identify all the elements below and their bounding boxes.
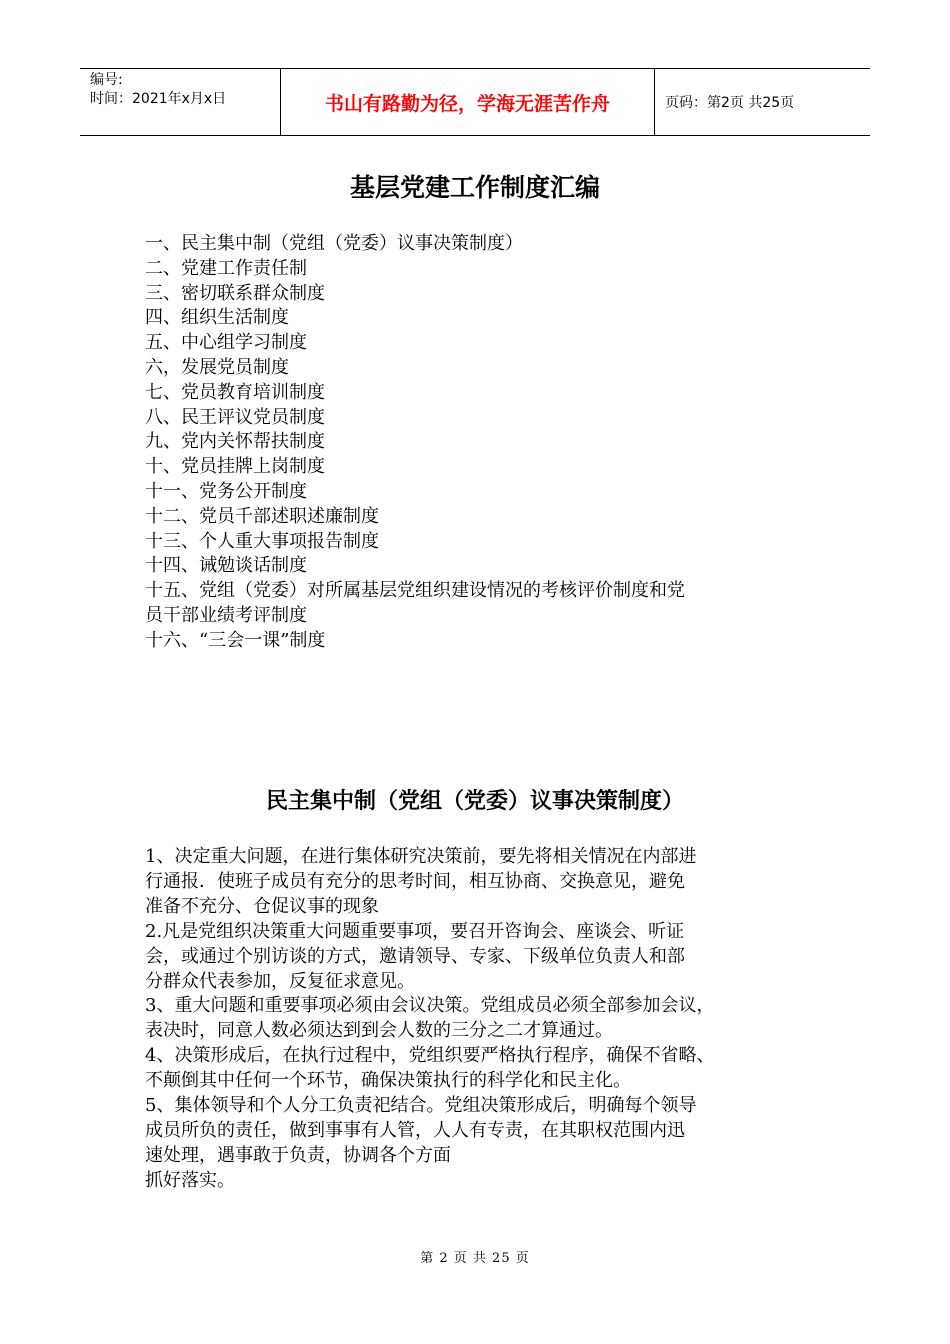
body-line: 行通报．使班子成员有充分的思考时间，相互协商、交换意见，避免 bbox=[145, 870, 685, 892]
body-line: 分群众代表参加，反复征求意见。 bbox=[145, 970, 415, 992]
date-label: 时间：2021年x月x日 bbox=[90, 91, 227, 107]
toc-item: 八、民王评议党员制度 bbox=[145, 406, 325, 428]
body-line: 准备不充分、仓促议事的现象 bbox=[145, 895, 379, 917]
section-body bbox=[145, 845, 835, 1194]
toc-item: 十四、诫勉谈话制度 bbox=[145, 555, 307, 577]
section-title: 民主集中制（党组（党委）议事决策制度） bbox=[265, 789, 684, 814]
table-of-contents bbox=[145, 232, 795, 654]
toc-item: 十三、个人重大事项报告制度 bbox=[145, 530, 379, 552]
toc-item: 十一、党务公开制度 bbox=[145, 480, 307, 502]
body-line: 会，或通过个别访谈的方式，邀请领导、专家、下级单位负责人和部 bbox=[145, 945, 685, 967]
toc-item: 七、党员教育培训制度 bbox=[145, 381, 325, 403]
toc-item: 五、中心组学习制度 bbox=[145, 332, 307, 354]
body-line: 1、决定重大问题，在进行集体研究决策前，要先将相关情况在内部进 bbox=[145, 846, 697, 867]
body-line: 4、决策形成后，在执行过程中，党组织要严格执行程序，确保不省略、 bbox=[145, 1045, 715, 1067]
toc-item: 二、党建工作责任制 bbox=[145, 257, 307, 279]
document-header bbox=[80, 68, 870, 136]
main-title: 基层党建工作制度汇编 bbox=[349, 173, 600, 202]
header-motto: 书山有路勤为径，学海无涯苦作舟 bbox=[281, 69, 655, 135]
toc-item: 十、党员挂牌上岗制度 bbox=[145, 456, 325, 478]
toc-item: 十六、“三会一课”制度 bbox=[145, 629, 326, 651]
toc-item: 十二、党员千部述职述廉制度 bbox=[145, 505, 379, 527]
toc-item: 三、密切联系群众制度 bbox=[145, 282, 325, 304]
toc-item: 十五、党组（党委）对所属基层党组织建设情况的考核评价制度和党 bbox=[145, 580, 685, 602]
toc-item: 一、民主集中制（党组（党委）议事决策制度） bbox=[145, 233, 523, 254]
body-line: 3、重大问题和重要事项必须由会议决策。党组成员必须全部参加会议， bbox=[145, 995, 715, 1017]
header-meta bbox=[80, 69, 281, 135]
number-label: 编号: bbox=[90, 72, 123, 88]
body-line: 表决时，同意人数必须达到到会人数的三分之二才算通过。 bbox=[145, 1020, 613, 1042]
header-page-info: 页码：第2页 共25页 bbox=[665, 95, 795, 111]
body-line: 2.凡是党组织决策重大问题重要事项，要召开咨询会、座谈会、听证 bbox=[145, 920, 685, 942]
toc-item: 员干部业绩考评制度 bbox=[145, 604, 307, 626]
body-line: 速处理，遇事敢于负责，协调各个方面 bbox=[145, 1144, 451, 1166]
body-line: 不颠倒其中任何一个环节，确保决策执行的科学化和民主化。 bbox=[145, 1070, 631, 1092]
toc-item: 六，发展党员制度 bbox=[145, 356, 289, 378]
body-line: 成员所负的责任，做到事事有人管，人人有专责，在其职权范围内迅 bbox=[145, 1119, 685, 1141]
toc-item: 四、组织生活制度 bbox=[145, 307, 289, 329]
toc-item: 九、党内关怀帮扶制度 bbox=[145, 431, 325, 453]
body-line: 5、集体领导和个人分工负责祀结合。党组决策形成后，明确每个领导 bbox=[145, 1095, 697, 1117]
page-footer: 第 2 页 共 25 页 bbox=[420, 1251, 530, 1266]
body-line: 抓好落实。 bbox=[145, 1169, 235, 1191]
